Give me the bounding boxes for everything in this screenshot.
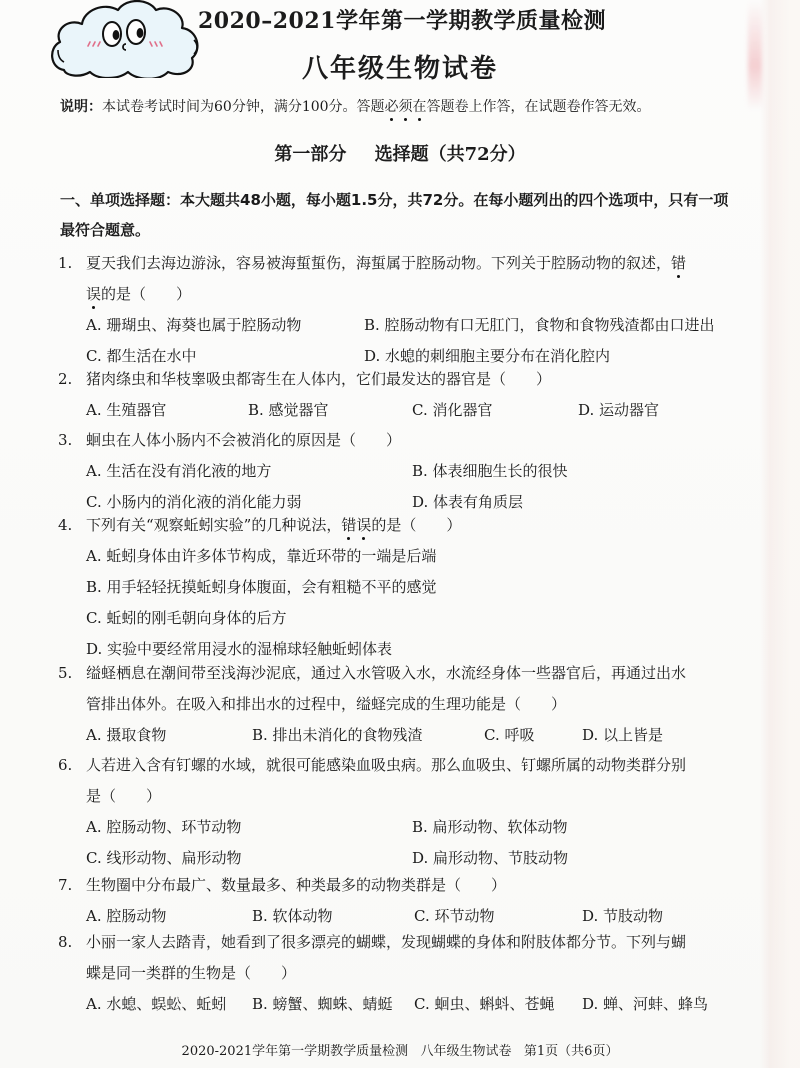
option-c: C. 环节动物	[414, 907, 495, 925]
emphasis-char: 在	[412, 99, 427, 115]
question-number: 2.	[58, 370, 73, 388]
emphasis-char: 误	[86, 285, 102, 303]
question-stem: 生物圈中分布最广、数量最多、种类最多的动物类群是（ ）	[86, 876, 507, 894]
options-row	[58, 812, 748, 843]
option-a: A. 腔肠动物、环节动物	[86, 818, 242, 836]
emphasis-char: 错	[671, 254, 687, 272]
question-1	[58, 248, 748, 372]
option-a: A. 生活在没有消化液的地方	[86, 462, 272, 480]
options-row	[58, 989, 748, 1020]
question-stem: 缢蛏栖息在潮间带至浅海沙泥底，通过入水管吸入水，水流经身体一些器官后，再通过出水 管排出体外。在吸入和排出水的过程中，缢蛏完成的生理功能是（ ）	[86, 664, 687, 713]
question-8	[58, 927, 748, 1020]
question-3	[58, 425, 748, 518]
option-a: A. 生殖器官	[86, 401, 167, 419]
options-row	[58, 720, 748, 751]
option-d: D. 节肢动物	[582, 907, 664, 925]
option-c: C. 消化器官	[412, 401, 493, 419]
question-stem: 下列有关“观察蚯蚓实验”的几种说法，错误的是（ ）	[86, 516, 462, 534]
question-number: 5.	[58, 664, 73, 682]
question-stem: 小丽一家人去踏青，她看到了很多漂亮的蝴蝶，发现蝴蝶的身体和附肢体都分节。下列与蝴 蝶是同一类群的生物是（ ）	[86, 933, 687, 982]
question-number: 4.	[58, 516, 73, 534]
options-row	[58, 456, 748, 487]
option-d: D. 扁形动物、节肢动物	[412, 849, 569, 867]
option-d: D. 运动器官	[578, 401, 660, 419]
question-6	[58, 750, 748, 874]
option-d: D. 蝉、河蚌、蜂鸟	[582, 995, 709, 1013]
option-d: D. 实验中要经常用浸水的湿棉球轻触蚯蚓体表	[86, 640, 393, 658]
emphasis-char: 必	[384, 99, 399, 115]
option-a: A. 珊瑚虫、海葵也属于腔肠动物	[86, 316, 302, 334]
option-a: A. 蚯蚓身体由许多体节构成，靠近环带的一端是后端	[86, 547, 437, 565]
options-row	[58, 541, 748, 572]
question-stem: 蛔虫在人体小肠内不会被消化的原因是（ ）	[86, 431, 402, 449]
emphasis-char: 须	[398, 99, 413, 115]
options-row	[58, 310, 748, 341]
question-number: 7.	[58, 876, 73, 894]
option-c: C. 蛔虫、蝌蚪、苍蝇	[414, 995, 555, 1013]
question-number: 1.	[58, 254, 73, 272]
note-label: 说明：	[60, 99, 102, 115]
option-c: C. 小肠内的消化液的消化能力弱	[86, 493, 302, 511]
option-c: C. 蚯蚓的刚毛朝向身体的后方	[86, 609, 287, 627]
question-stem: 夏天我们去海边游泳，容易被海蜇蜇伤，海蜇属于腔肠动物。下列关于腔肠动物的叙述，错 误的是（ ）	[86, 254, 687, 303]
option-c: C. 都生活在水中	[86, 347, 197, 365]
question-stem: 人若进入含有钉螺的水域，就很可能感染血吸虫病。那么血吸虫、钉螺所属的动物类群分别 是（ ）	[86, 756, 687, 805]
question-stem: 猪肉绦虫和华枝睾吸虫都寄生在人体内，它们最发达的器官是（ ）	[86, 370, 552, 388]
options-row	[58, 395, 748, 426]
question-2	[58, 364, 748, 426]
options-row	[58, 572, 748, 603]
option-c: C. 线形动物、扁形动物	[86, 849, 242, 867]
option-b: B. 用手轻轻抚摸蚯蚓身体腹面，会有粗糙不平的感觉	[86, 578, 437, 596]
option-a: A. 水螅、蜈蚣、蚯蚓	[86, 995, 227, 1013]
option-d: D. 以上皆是	[582, 726, 664, 744]
option-a: A. 摄取食物	[86, 726, 167, 744]
option-b: B. 体表细胞生长的很快	[412, 462, 568, 480]
emphasis-char: 错	[341, 516, 357, 534]
option-a: A. 腔肠动物	[86, 907, 167, 925]
exam-title: 2020–2021学年第一学期教学质量检测	[198, 8, 606, 34]
question-7	[58, 870, 748, 932]
section-instructions: 一、单项选择题：本大题共48小题，每小题1.5分，共72分。在每小题列出的四个选项中，只有一项最符合题意。	[60, 191, 729, 239]
exam-subject-title: 八年级生物试卷	[301, 54, 498, 84]
question-number: 6.	[58, 756, 73, 774]
page-footer: 2020-2021学年第一学期教学质量检测 八年级生物试卷 第1页（共6页）	[181, 1044, 619, 1059]
option-c: C. 呼吸	[484, 726, 535, 744]
option-d: D. 体表有角质层	[412, 493, 524, 511]
note-text-post: 答题卷上作答，在试题卷作答无效。	[426, 99, 651, 115]
option-b: B. 感觉器官	[248, 401, 329, 419]
section-title: 第一部分 选择题（共72分）	[274, 144, 526, 165]
option-b: B. 腔肠动物有口无肛门，食物和食物残渣都由口进出	[364, 316, 715, 334]
exam-instructions-note	[60, 96, 651, 116]
option-b: B. 螃蟹、蜘蛛、蜻蜓	[252, 995, 393, 1013]
question-number: 8.	[58, 933, 73, 951]
option-b: B. 排出未消化的食物残渣	[252, 726, 423, 744]
question-number: 3.	[58, 431, 73, 449]
note-text-pre: 本试卷考试时间为60分钟，满分100分。答题	[102, 99, 385, 115]
option-b: B. 软体动物	[252, 907, 333, 925]
option-b: B. 扁形动物、软体动物	[412, 818, 568, 836]
question-5	[58, 658, 748, 751]
question-4	[58, 510, 748, 665]
option-d: D. 水螅的刺细胞主要分布在消化腔内	[364, 347, 611, 365]
emphasis-char: 误	[356, 516, 372, 534]
options-row	[58, 603, 748, 634]
